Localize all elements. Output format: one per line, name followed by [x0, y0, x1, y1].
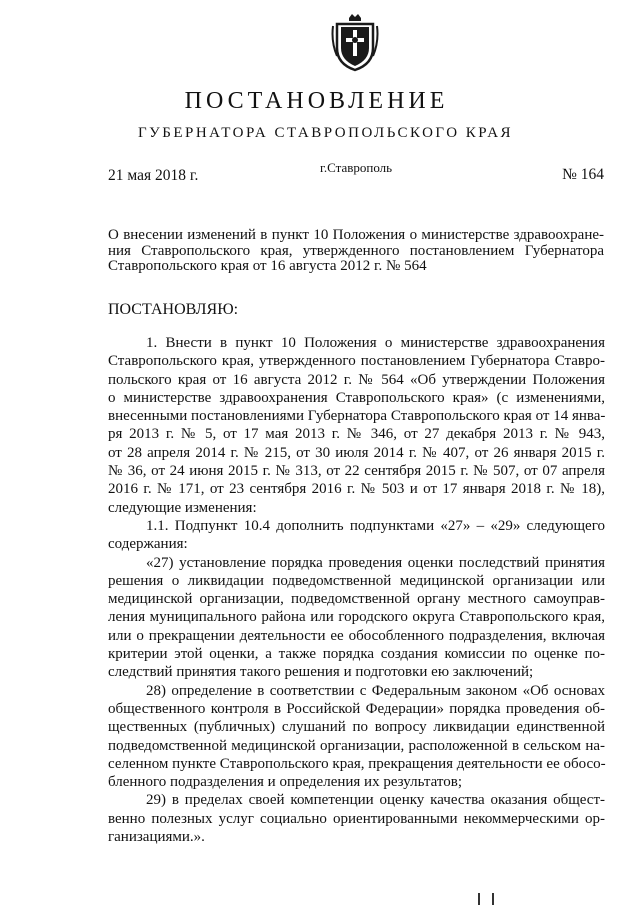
- body-line: «27) установление порядка проведения оценки последствий принятия: [146, 554, 605, 571]
- body-line: бленного подразделения и определения их результатов;: [108, 774, 463, 791]
- body-line: щественных (публичных) слушаний по вопросу ликвидации единственной: [108, 719, 605, 736]
- scan-mark: [492, 893, 494, 905]
- document-subject: [108, 228, 604, 275]
- body-line: № 36, от 24 июня 2015 г. № 313, от 22 сентября 2015 г. № 507, от 07 апреля: [108, 463, 605, 480]
- subject-line: Ставропольского края от 16 августа 2012 г. № 564: [108, 258, 427, 274]
- body-line: внесенными постановлениями Губернатора Ставропольского края от 14 янва-: [108, 408, 606, 425]
- document-date: 21 мая 2018 г.: [108, 167, 199, 184]
- decree-word: ПОСТАНОВЛЯЮ:: [108, 301, 239, 318]
- body-line: селенном пункте Ставропольского края, прекращения деятельности ее обосо-: [108, 755, 606, 772]
- document-title: ПОСТАНОВЛЕНИЕ: [184, 88, 449, 114]
- body-line: критерии этой оценки, а также порядка создания комиссии по оценке по-: [108, 646, 605, 663]
- body-line: венно полезных услуг социально ориентированными некоммерческими ор-: [108, 810, 605, 827]
- body-line: решения о ликвидации подведомственной медицинской организации или: [108, 572, 605, 589]
- body-line: общественного контроля в Российской Федерации» порядка проведения об-: [108, 700, 605, 717]
- body-line: или о прекращении деятельности ее обособленного подразделения, включая: [108, 627, 605, 644]
- body-line: 28) определение в соответствии с Федеральным законом «Об основах: [146, 682, 605, 699]
- body-line: содержания:: [108, 536, 188, 553]
- coat-of-arms-icon: [331, 12, 379, 72]
- body-line: подведомственной медицинской организации, расположенной в сельском на-: [108, 737, 605, 754]
- body-line: следующие изменения:: [108, 499, 257, 516]
- body-line: 1. Внести в пункт 10 Положения о министерстве здравоохранения: [146, 335, 605, 351]
- subject-line: О внесении изменений в пункт 10 Положения о министерстве здравоохране-: [108, 227, 604, 243]
- body-line: следствий принятия такого решения и подготовки ею заключений;: [108, 664, 534, 681]
- scan-mark: [478, 893, 480, 905]
- body-line: 29) в пределах своей компетенции оценку качества оказания общест-: [146, 792, 605, 809]
- body-line: Ставропольского края, утвержденного постановлением Губернатора Ставро-: [108, 353, 605, 370]
- body-line: польского края от 16 августа 2012 г. № 564 «Об утверждении Положения: [108, 371, 605, 388]
- subject-line: ния Ставропольского края, утвержденного постановлением Губернатора: [108, 242, 604, 259]
- body-line: от 28 апреля 2014 г. № 215, от 30 июля 2014 г. № 407, от 26 января 2015 г.: [108, 444, 605, 461]
- body-line: ления муниципального района или городского округа Ставропольского края,: [108, 609, 605, 626]
- document-subtitle: ГУБЕРНАТОРА СТАВРОПОЛЬСКОГО КРАЯ: [137, 125, 514, 141]
- document-body: [108, 334, 605, 846]
- body-line: ря 2013 г. № 5, от 17 мая 2013 г. № 346, от 27 декабря 2013 г. № 943,: [108, 426, 605, 443]
- document-city: г.Ставрополь: [320, 160, 393, 175]
- body-line: о министерстве здравоохранения Ставропольского края» (с изменениями,: [108, 389, 605, 406]
- body-line: ганизациями.».: [108, 829, 205, 846]
- body-line: медицинской организации, подведомственной органу местного самоуправ-: [108, 591, 605, 608]
- body-line: 2016 г. № 171, от 23 сентября 2016 г. № 503 и от 17 января 2018 г. № 18),: [108, 481, 605, 498]
- body-line: 1.1. Подпункт 10.4 дополнить подпунктами «27» – «29» следующего: [146, 517, 605, 534]
- document-number: № 164: [562, 166, 604, 183]
